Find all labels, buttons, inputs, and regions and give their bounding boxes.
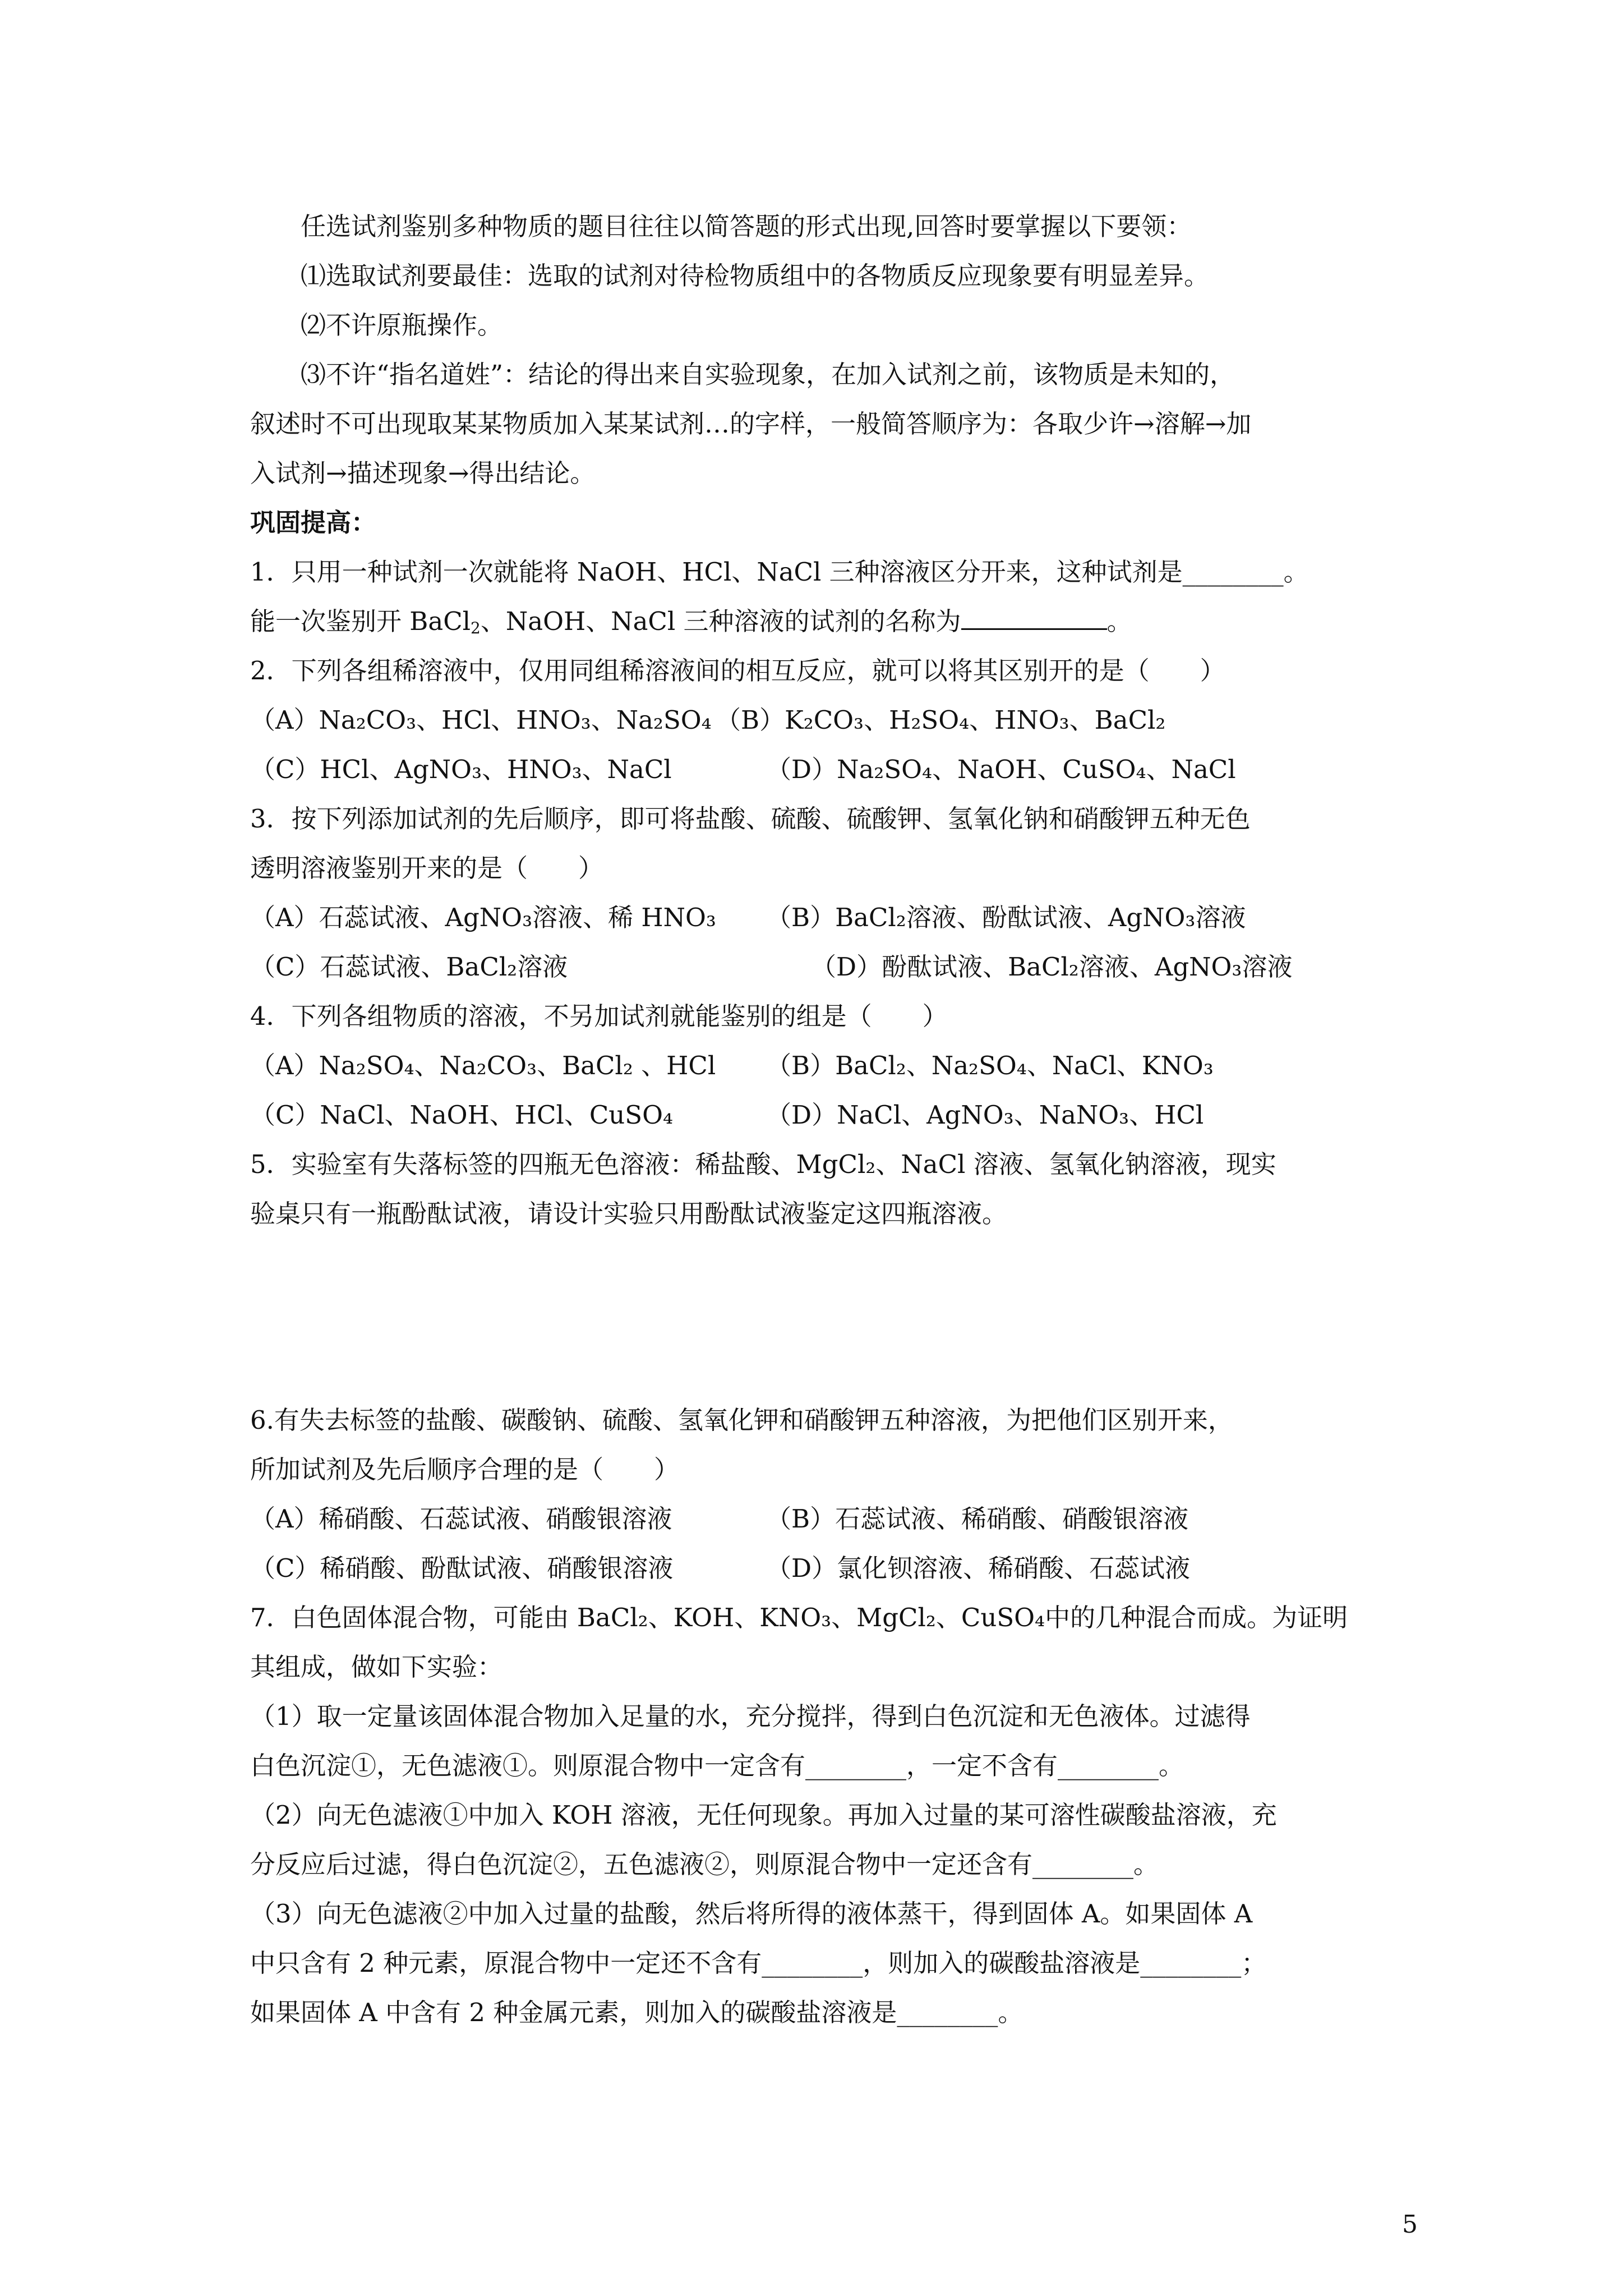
q6-option-d: （D）氯化钡溶液、稀硝酸、石蕊试液 (766, 1553, 1191, 1583)
q6-option-a: （A）稀硝酸、石蕊试液、硝酸银溶液 (250, 1504, 672, 1534)
q3-option-a: （A）石蕊试液、AgNO₃溶液、稀 HNO₃ (250, 903, 716, 932)
q1-line-2-part-b: 、NaOH、NaCl 三种溶液的试剂的名称为 (480, 606, 961, 636)
q4-option-a: （A）Na₂SO₄、Na₂CO₃、BaCl₂ 、HCl (250, 1051, 716, 1080)
q6-option-c: （C）稀硝酸、酚酞试液、硝酸银溶液 (250, 1553, 674, 1583)
q1-line-2 (250, 597, 1389, 646)
q7-step-3-line-2: 中只含有 2 种元素，原混合物中一定还不含有________，则加入的碳酸盐溶液是________； (250, 1948, 1267, 1978)
q4-stem: 4．下列各组物质的溶液，不另加试剂就能鉴别的组是（ ） (250, 1001, 948, 1031)
q3-line-2: 透明溶液鉴别开来的是（ ） (250, 853, 604, 883)
q5-line-2: 验桌只有一瓶酚酞试液，请设计实验只用酚酞试液鉴定这四瓶溶液。 (250, 1199, 1008, 1228)
q6-options-row-1 (250, 1494, 1389, 1544)
q3-options-row-1 (250, 893, 1389, 942)
q4-options-row-2 (250, 1091, 1389, 1140)
section-title: 巩固提高： (250, 508, 377, 537)
q3-options-row-2 (250, 942, 1389, 992)
intro-rule-3-line-2: 叙述时不可出现取某某物质加入某某试剂…的字样，一般简答顺序为：各取少许→溶解→加 (250, 409, 1252, 439)
q6-options-row-2 (250, 1544, 1389, 1593)
q7-line-2: 其组成，做如下实验： (250, 1652, 503, 1682)
q1-subscript: 2 (471, 619, 481, 637)
q3-line-1: 3．按下列添加试剂的先后顺序，即可将盐酸、硫酸、硫酸钾、氢氧化钠和硝酸钾五种无色 (250, 804, 1251, 834)
intro-rule-3-line-1: ⑶不许“指名道姓”：结论的得出来自实验现象，在加入试剂之前，该物质是未知的， (301, 360, 1235, 389)
q7-step-1-line-1: （1）取一定量该固体混合物加入足量的水，充分搅拌，得到白色沉淀和无色液体。过滤得 (250, 1701, 1251, 1731)
document-body (250, 202, 1389, 2037)
q5-line-1: 5．实验室有失落标签的四瓶无色溶液：稀盐酸、MgCl₂、NaCl 溶液、氢氧化钠溶液，现实 (250, 1149, 1276, 1179)
q1-line-1: 1．只用一种试剂一次就能将 NaOH、HCl、NaCl 三种溶液区分开来，这种试剂是________。 (250, 557, 1309, 587)
q7-step-2-line-1: （2）向无色滤液①中加入 KOH 溶液，无任何现象。再加入过量的某可溶性碳酸盐溶液，充 (250, 1800, 1277, 1830)
q4-options-row-1 (250, 1041, 1389, 1091)
q1-line-2-part-a: 能一次鉴别开 BaCl (250, 606, 471, 636)
intro-rule-2: ⑵不许原瓶操作。 (301, 310, 503, 340)
intro-rule-3-line-3: 入试剂→描述现象→得出结论。 (250, 458, 596, 488)
page-number: 5 (1402, 2210, 1418, 2239)
q1-answer-blank (961, 600, 1107, 630)
q4-option-c: （C）NaCl、NaOH、HCl、CuSO₄ (250, 1100, 674, 1130)
q7-step-1-line-2: 白色沉淀①，无色滤液①。则原混合物中一定含有________，一定不含有________。 (250, 1751, 1184, 1780)
q3-option-b: （B）BaCl₂溶液、酚酞试液、AgNO₃溶液 (766, 903, 1246, 932)
q6-line-1: 6.有失去标签的盐酸、碳酸钠、硫酸、氢氧化钾和硝酸钾五种溶液，为把他们区别开来， (250, 1405, 1233, 1435)
q6-option-b: （B）石蕊试液、稀硝酸、硝酸银溶液 (766, 1504, 1189, 1534)
q4-option-b: （B）BaCl₂、Na₂SO₄、NaCl、KNO₃ (766, 1051, 1214, 1080)
q6-line-2: 所加试剂及先后顺序合理的是（ ） (250, 1455, 680, 1484)
answer-space (250, 1239, 1389, 1396)
q7-step-2-line-2: 分反应后过滤，得白色沉淀②，五色滤液②，则原混合物中一定还含有________。 (250, 1849, 1159, 1879)
q2-option-d: （D）Na₂SO₄、NaOH、CuSO₄、NaCl (766, 754, 1236, 784)
q7-line-1: 7．白色固体混合物，可能由 BaCl₂、KOH、KNO₃、MgCl₂、CuSO₄中的几种混合而成。为证明 (250, 1603, 1348, 1632)
q2-option-a: （A）Na₂CO₃、HCl、HNO₃、Na₂SO₄ (250, 705, 712, 735)
q2-stem: 2．下列各组稀溶液中，仅用同组稀溶液间的相互反应，就可以将其区别开的是（ ） (250, 656, 1225, 685)
q2-option-c: （C）HCl、AgNO₃、HNO₃、NaCl (250, 754, 672, 784)
intro-rule-1: ⑴选取试剂要最佳：选取的试剂对待检物质组中的各物质反应现象要有明显差异。 (301, 261, 1210, 291)
q1-line-2-part-c: 。 (1106, 606, 1132, 636)
intro-lead: 任选试剂鉴别多种物质的题目往往以简答题的形式出现,回答时要掌握以下要领： (301, 211, 1192, 241)
q2-options-row-1 (250, 696, 1389, 745)
q4-option-d: （D）NaCl、AgNO₃、NaNO₃、HCl (766, 1100, 1204, 1130)
q7-step-3-line-1: （3）向无色滤液②中加入过量的盐酸，然后将所得的液体蒸干，得到固体 A。如果固体 A (250, 1899, 1253, 1929)
q3-option-c: （C）石蕊试液、BaCl₂溶液 (250, 952, 568, 982)
q3-option-d: （D）酚酞试液、BaCl₂溶液、AgNO₃溶液 (811, 952, 1293, 982)
q2-option-b: （B）K₂CO₃、H₂SO₄、HNO₃、BaCl₂ (716, 705, 1166, 735)
q7-step-3-line-3: 如果固体 A 中含有 2 种金属元素，则加入的碳酸盐溶液是________。 (250, 1998, 1023, 2027)
q2-options-row-2 (250, 745, 1389, 794)
